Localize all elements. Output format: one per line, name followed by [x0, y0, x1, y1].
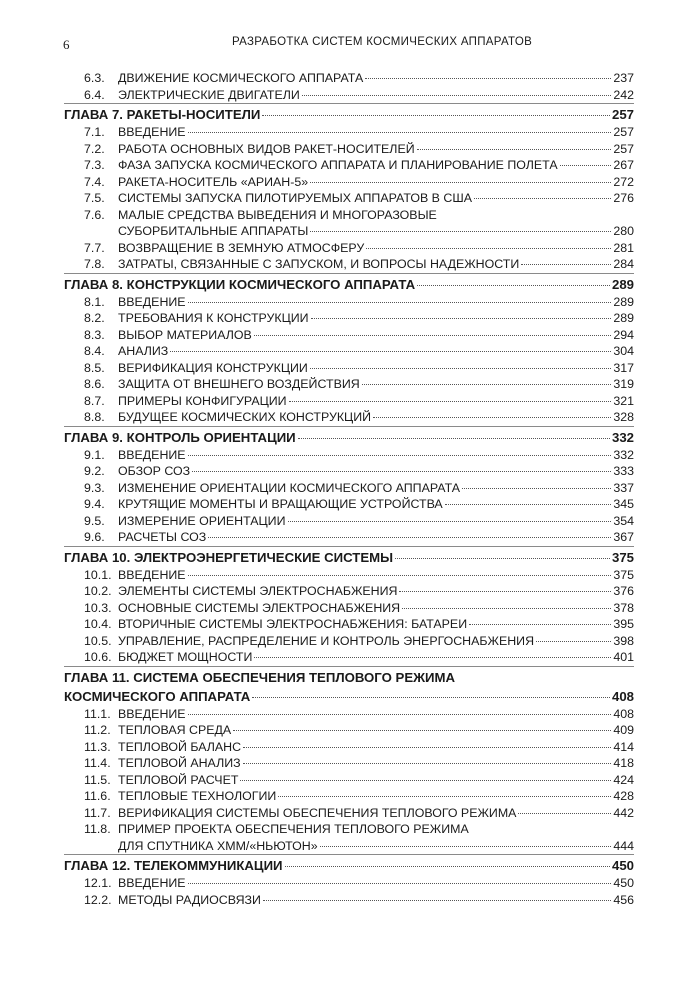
section-number: 8.1. — [84, 294, 105, 309]
dot-leader — [560, 165, 612, 166]
section-title: ВВЕДЕНИЕ — [118, 876, 186, 890]
section-title: ПРИМЕР ПРОЕКТА ОБЕСПЕЧЕНИЯ ТЕПЛОВОГО РЕЖИМА — [118, 822, 469, 836]
toc-entry[interactable] — [64, 616, 634, 633]
dot-leader — [243, 747, 611, 748]
dot-leader — [445, 504, 612, 505]
section-title: ВОЗВРАЩЕНИЕ В ЗЕМНУЮ АТМОСФЕРУ — [118, 240, 365, 255]
dot-leader — [373, 417, 611, 418]
dot-leader — [262, 115, 610, 116]
section-title: МАЛЫЕ СРЕДСТВА ВЫВЕДЕНИЯ И МНОГОРАЗОВЫЕ — [118, 207, 437, 222]
section-number: 11.1. — [84, 706, 111, 721]
dot-leader — [170, 351, 611, 352]
dot-leader — [233, 730, 611, 731]
section-page: 450 — [613, 876, 634, 890]
dot-leader — [417, 149, 612, 150]
chapter-title-text: ГЛАВА 8. КОНСТРУКЦИИ КОСМИЧЕСКОГО АППАРАТА — [64, 276, 416, 292]
dot-leader — [362, 384, 612, 385]
toc-entry[interactable] — [64, 447, 634, 464]
section-number: 10.2. — [84, 584, 112, 598]
dot-leader — [518, 813, 611, 814]
section-number: 11.4. — [84, 756, 111, 770]
section-number: 9.1. — [84, 447, 105, 462]
toc-entry[interactable] — [64, 567, 634, 584]
section-number: 7.1. — [84, 125, 105, 139]
section-page: 294 — [613, 327, 634, 342]
chapter-title[interactable] — [64, 855, 634, 875]
section-page: 428 — [613, 789, 634, 803]
section-title: КРУТЯЩИЕ МОМЕНТЫ И ВРАЩАЮЩИЕ УСТРОЙСТВА — [118, 497, 443, 511]
section-title: ВТОРИЧНЫЕ СИСТЕМЫ ЭЛЕКТРОСНАБЖЕНИЯ: БАТАРЕИ — [118, 617, 468, 631]
toc-entry[interactable] — [64, 821, 634, 838]
section-title: БУДУЩЕЕ КОСМИЧЕСКИХ КОНСТРУКЦИЙ — [118, 410, 372, 424]
section-page: 375 — [613, 567, 634, 582]
section-page: 398 — [613, 633, 634, 648]
toc-entry[interactable] — [64, 124, 634, 141]
section-title: ИЗМЕНЕНИЕ ОРИЕНТАЦИИ КОСМИЧЕСКОГО АППАРАТА — [118, 480, 460, 495]
section-title-continued: ДЛЯ СПУТНИКА XMM/«НЬЮТОН» — [118, 838, 318, 853]
section-title: УПРАВЛЕНИЕ, РАСПРЕДЕЛЕНИЕ И КОНТРОЛЬ ЭНЕРГОСНАБЖЕНИЯ — [118, 633, 535, 648]
section-page: 267 — [613, 158, 634, 172]
section-page: 289 — [613, 294, 634, 309]
chapter-title[interactable] — [64, 427, 634, 447]
dot-leader — [243, 763, 612, 764]
section-title: РАКЕТА-НОСИТЕЛЬ «АРИАН-5» — [118, 174, 309, 189]
section-title: ТЕПЛОВАЯ СРЕДА — [118, 723, 232, 737]
toc-entry[interactable] — [64, 513, 634, 530]
section-number: 7.6. — [84, 207, 105, 222]
section-number: 12.1. — [84, 876, 112, 890]
table-of-contents — [64, 70, 634, 908]
section-number: 8.5. — [84, 360, 105, 375]
section-number: 8.3. — [84, 327, 105, 342]
dot-leader — [395, 558, 610, 559]
toc-entry[interactable] — [64, 805, 634, 822]
section-number: 11.3. — [84, 739, 111, 754]
dot-leader — [521, 264, 611, 265]
toc-entry[interactable] — [64, 875, 634, 892]
dot-leader — [252, 697, 610, 698]
chapter-6-tail — [64, 70, 634, 103]
dot-leader — [366, 248, 611, 249]
section-page: 456 — [613, 892, 634, 907]
dot-leader — [302, 95, 612, 96]
chapter-title-text: ГЛАВА 10. ЭЛЕКТРОЭНЕРГЕТИЧЕСКИЕ СИСТЕМЫ — [64, 549, 394, 565]
chapter-12 — [64, 854, 634, 908]
dot-leader — [399, 591, 611, 592]
section-page: 376 — [613, 584, 634, 598]
toc-entry[interactable] — [64, 739, 634, 756]
section-page: 284 — [613, 257, 634, 271]
toc-entry[interactable] — [64, 892, 634, 909]
section-page: 444 — [613, 838, 634, 853]
toc-entry[interactable] — [64, 360, 634, 377]
section-number: 8.6. — [84, 377, 105, 391]
toc-entry-continued[interactable] — [64, 838, 634, 855]
chapter-title[interactable] — [64, 104, 634, 124]
dot-leader — [188, 302, 612, 303]
chapter-title-text: КОСМИЧЕСКОГО АППАРАТА — [64, 688, 251, 704]
toc-entry[interactable] — [64, 409, 634, 426]
chapter-9 — [64, 426, 634, 546]
chapter-title-text: ГЛАВА 11. СИСТЕМА ОБЕСПЕЧЕНИЯ ТЕПЛОВОГО РЕЖИМА — [64, 669, 456, 685]
section-number: 11.8. — [84, 822, 111, 836]
section-number: 9.4. — [84, 497, 105, 511]
section-title: ФАЗА ЗАПУСКА КОСМИЧЕСКОГО АППАРАТА И ПЛАНИРОВАНИЕ ПОЛЕТА — [118, 158, 558, 172]
dot-leader — [310, 368, 612, 369]
section-page: 289 — [613, 311, 634, 325]
toc-entry[interactable] — [64, 706, 634, 723]
chapter-10 — [64, 546, 634, 666]
toc-entry[interactable] — [64, 755, 634, 772]
dot-leader — [536, 641, 611, 642]
dot-leader — [285, 866, 610, 867]
section-title: ОСНОВНЫЕ СИСТЕМЫ ЭЛЕКТРОСНАБЖЕНИЯ — [118, 600, 401, 615]
dot-leader — [254, 657, 611, 658]
section-number: 12.2. — [84, 892, 112, 907]
toc-entry[interactable] — [64, 583, 634, 600]
section-title: ВЕРИФИКАЦИЯ КОНСТРУКЦИИ — [118, 360, 308, 375]
dot-leader — [263, 900, 611, 901]
section-number: 9.6. — [84, 530, 105, 544]
toc-entry[interactable] — [64, 529, 634, 546]
section-number: 7.2. — [84, 141, 105, 156]
chapter-title-text: ГЛАВА 12. ТЕЛЕКОММУНИКАЦИИ — [64, 858, 283, 873]
toc-entry[interactable] — [64, 70, 634, 87]
section-page: 414 — [613, 739, 634, 754]
dot-leader — [310, 231, 611, 232]
toc-entry[interactable] — [64, 174, 634, 191]
toc-entry[interactable] — [64, 87, 634, 104]
chapter-title-continued[interactable] — [64, 687, 634, 706]
section-number: 8.8. — [84, 410, 105, 424]
section-page: 354 — [613, 513, 634, 528]
dot-leader — [188, 455, 612, 456]
section-title: ТЕПЛОВОЙ АНАЛИЗ — [118, 756, 241, 770]
chapter-page: 450 — [611, 858, 634, 873]
chapter-title-text: ГЛАВА 7. РАКЕТЫ-НОСИТЕЛИ — [64, 107, 261, 122]
section-title: СИСТЕМЫ ЗАПУСКА ПИЛОТИРУЕМЫХ АППАРАТОВ В США — [118, 191, 472, 205]
section-number: 11.5. — [84, 772, 111, 787]
section-page: 442 — [613, 805, 634, 820]
section-page: 237 — [613, 71, 634, 85]
dot-leader — [188, 883, 612, 884]
toc-entry[interactable] — [64, 633, 634, 650]
section-title: ЗАТРАТЫ, СВЯЗАННЫЕ С ЗАПУСКОМ, И ВОПРОСЫ НАДЕЖНОСТИ — [118, 257, 520, 271]
toc-entry[interactable] — [64, 772, 634, 789]
section-page: 409 — [613, 723, 634, 737]
section-title: ВЫБОР МАТЕРИАЛОВ — [118, 327, 252, 342]
toc-entry[interactable] — [64, 157, 634, 174]
section-title: АНАЛИЗ — [118, 344, 169, 358]
toc-entry[interactable] — [64, 393, 634, 410]
section-title: ТРЕБОВАНИЯ К КОНСТРУКЦИИ — [118, 311, 309, 325]
section-page: 280 — [613, 224, 634, 238]
section-number: 6.3. — [84, 71, 105, 85]
section-title: ВЕРИФИКАЦИЯ СИСТЕМЫ ОБЕСПЕЧЕНИЯ ТЕПЛОВОГО РЕЖИМА — [118, 805, 517, 820]
section-page: 321 — [613, 393, 634, 408]
section-number: 9.5. — [84, 513, 105, 528]
section-title: ТЕПЛОВОЙ РАСЧЕТ — [118, 772, 239, 787]
chapter-page: 257 — [611, 107, 634, 122]
section-title: ТЕПЛОВЫЕ ТЕХНОЛОГИИ — [118, 789, 277, 803]
section-number: 7.4. — [84, 174, 105, 189]
chapter-title[interactable] — [64, 547, 634, 567]
section-title: ПРИМЕРЫ КОНФИГУРАЦИИ — [118, 393, 287, 408]
section-page: 367 — [613, 530, 634, 544]
toc-entry-continued[interactable] — [64, 223, 634, 240]
section-page: 378 — [613, 600, 634, 615]
chapter-page: 408 — [611, 688, 634, 704]
dot-leader — [192, 471, 611, 472]
toc-entry[interactable] — [64, 294, 634, 311]
dot-leader — [188, 714, 612, 715]
toc-entry[interactable] — [64, 649, 634, 666]
section-page: 257 — [613, 141, 634, 156]
chapter-7 — [64, 103, 634, 273]
dot-leader — [278, 796, 611, 797]
dot-leader — [240, 780, 611, 781]
dot-leader — [320, 846, 612, 847]
toc-entry[interactable] — [64, 600, 634, 617]
dot-leader — [311, 318, 612, 319]
dot-leader — [188, 575, 612, 576]
section-page: 395 — [613, 617, 634, 631]
toc-entry[interactable] — [64, 310, 634, 327]
section-page: 281 — [613, 240, 634, 255]
section-page: 337 — [613, 480, 634, 495]
page-number: 6 — [63, 37, 70, 52]
chapter-page: 375 — [611, 549, 634, 565]
dot-leader — [474, 198, 611, 199]
toc-entry[interactable] — [64, 480, 634, 497]
section-number: 10.1. — [84, 567, 112, 582]
section-page: 257 — [613, 125, 634, 139]
toc-entry[interactable] — [64, 207, 634, 224]
chapter-8 — [64, 273, 634, 426]
dot-leader — [469, 624, 611, 625]
section-number: 10.6. — [84, 650, 112, 664]
dot-leader — [208, 537, 611, 538]
section-page: 345 — [613, 497, 634, 511]
section-title: ТЕПЛОВОЙ БАЛАНС — [118, 739, 242, 754]
section-title: РАСЧЕТЫ СОЗ — [118, 530, 207, 544]
chapter-title[interactable] — [64, 274, 634, 294]
section-title: ЭЛЕМЕНТЫ СИСТЕМЫ ЭЛЕКТРОСНАБЖЕНИЯ — [118, 584, 398, 598]
section-number: 9.2. — [84, 464, 105, 478]
section-number: 6.4. — [84, 87, 105, 102]
section-title: РАБОТА ОСНОВНЫХ ВИДОВ РАКЕТ-НОСИТЕЛЕЙ — [118, 141, 415, 156]
section-title: ВВЕДЕНИЕ — [118, 125, 186, 139]
chapter-page: 289 — [611, 276, 634, 292]
section-page: 418 — [613, 756, 634, 770]
section-number: 7.7. — [84, 240, 105, 255]
section-title: ЗАЩИТА ОТ ВНЕШНЕГО ВОЗДЕЙСТВИЯ — [118, 377, 360, 391]
section-title: ОБЗОР СОЗ — [118, 464, 191, 478]
section-page: 276 — [613, 191, 634, 205]
toc-entry[interactable] — [64, 141, 634, 158]
section-title-continued: СУБОРБИТАЛЬНЫЕ АППАРАТЫ — [118, 224, 309, 238]
toc-entry[interactable] — [64, 327, 634, 344]
dot-leader — [417, 285, 610, 286]
section-number: 11.7. — [84, 805, 111, 820]
dot-leader — [298, 438, 610, 439]
section-number: 9.3. — [84, 480, 105, 495]
section-number: 7.8. — [84, 257, 105, 271]
toc-entry[interactable] — [64, 788, 634, 805]
section-page: 304 — [613, 344, 634, 358]
dot-leader — [365, 78, 611, 79]
running-title: РАЗРАБОТКА СИСТЕМ КОСМИЧЕСКИХ АППАРАТОВ — [231, 36, 533, 48]
toc-entry[interactable] — [64, 463, 634, 480]
toc-entry[interactable] — [64, 343, 634, 360]
toc-entry[interactable] — [64, 256, 634, 273]
toc-entry[interactable] — [64, 376, 634, 393]
section-number: 11.6. — [84, 789, 111, 803]
section-title: ЭЛЕКТРИЧЕСКИЕ ДВИГАТЕЛИ — [118, 87, 300, 102]
section-page: 401 — [613, 650, 634, 664]
chapter-title-text: ГЛАВА 9. КОНТРОЛЬ ОРИЕНТАЦИИ — [64, 429, 296, 445]
dot-leader — [402, 608, 611, 609]
toc-entry[interactable] — [64, 240, 634, 257]
section-title: ДВИЖЕНИЕ КОСМИЧЕСКОГО АППАРАТА — [118, 71, 364, 85]
dot-leader — [188, 132, 612, 133]
chapter-page: 332 — [611, 429, 634, 445]
section-page: 333 — [613, 464, 634, 478]
toc-entry[interactable] — [64, 496, 634, 513]
section-page: 242 — [613, 87, 634, 102]
dot-leader — [254, 335, 612, 336]
section-number: 8.4. — [84, 344, 105, 358]
section-title: ВВЕДЕНИЕ — [118, 706, 186, 721]
section-title: ВВЕДЕНИЕ — [118, 567, 186, 582]
dot-leader — [462, 488, 611, 489]
toc-entry[interactable] — [64, 722, 634, 739]
section-page: 317 — [613, 360, 634, 375]
section-number: 10.3. — [84, 600, 112, 615]
section-number: 8.7. — [84, 393, 105, 408]
toc-entry[interactable] — [64, 190, 634, 207]
section-title: ВВЕДЕНИЕ — [118, 447, 186, 462]
section-page: 424 — [613, 772, 634, 787]
section-number: 10.4. — [84, 617, 112, 631]
section-title: ВВЕДЕНИЕ — [118, 294, 186, 309]
dot-leader — [288, 521, 612, 522]
section-title: МЕТОДЫ РАДИОСВЯЗИ — [118, 892, 261, 907]
section-page: 408 — [613, 706, 634, 721]
section-number: 7.5. — [84, 191, 105, 205]
section-title: БЮДЖЕТ МОЩНОСТИ — [118, 650, 253, 664]
dot-leader — [289, 401, 612, 402]
dot-leader — [310, 182, 611, 183]
section-number: 8.2. — [84, 311, 105, 325]
section-title: ИЗМЕРЕНИЕ ОРИЕНТАЦИИ — [118, 513, 286, 528]
chapter-title[interactable] — [64, 667, 634, 687]
section-number: 10.5. — [84, 633, 112, 648]
section-page: 272 — [613, 174, 634, 189]
section-page: 328 — [613, 410, 634, 424]
section-page: 332 — [613, 447, 634, 462]
section-number: 7.3. — [84, 158, 105, 172]
section-page: 319 — [613, 377, 634, 391]
section-number: 11.2. — [84, 723, 111, 737]
chapter-11 — [64, 666, 634, 855]
